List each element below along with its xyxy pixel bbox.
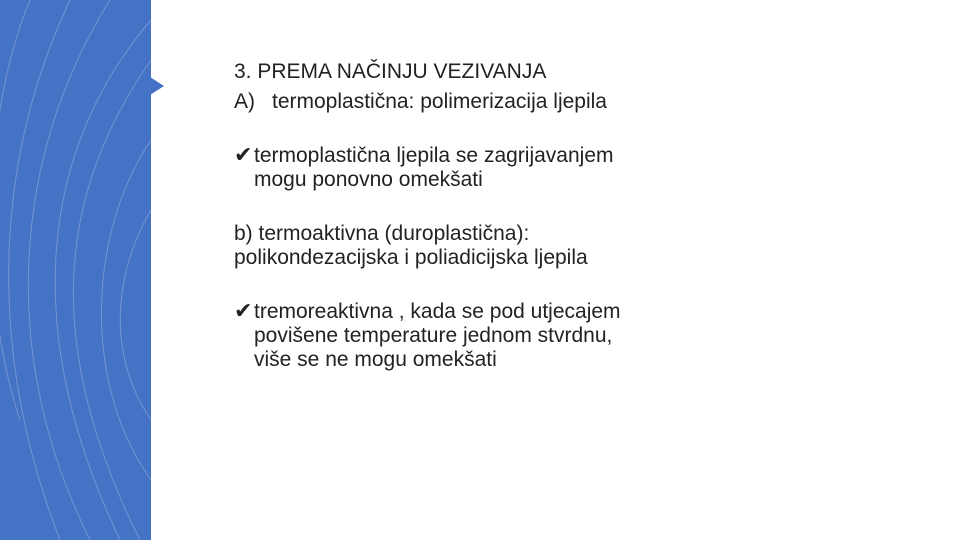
decorative-arcs — [0, 0, 151, 540]
check-item-2-text — [254, 300, 621, 372]
check-item-1-line-2: mogu ponovno omekšati — [254, 168, 483, 191]
slide-content — [234, 60, 934, 372]
check-item-2 — [234, 300, 934, 372]
item-a-marker: A) — [234, 90, 255, 113]
check-item-1-text — [254, 144, 614, 192]
check-mark-icon: ✔ — [234, 143, 253, 168]
item-b-line-1: b) termoaktivna (duroplastična): — [234, 222, 530, 245]
slide-pointer-arrow — [150, 77, 164, 95]
check-item-1-line-1: termoplastična ljepila se zagrijavanjem — [254, 144, 614, 167]
check-item-2-line-1: tremoreaktivna , kada se pod utjecajem — [254, 300, 621, 323]
check-item-2-line-3: više se ne mogu omekšati — [254, 348, 497, 371]
item-b-line-2: polikondezacijska i poliadicijska ljepila — [234, 246, 588, 269]
item-b — [234, 222, 934, 270]
side-decoration-panel — [0, 0, 151, 540]
item-a-text: termoplastična: polimerizacija ljepila — [272, 90, 607, 113]
check-item-1 — [234, 144, 934, 192]
check-mark-icon: ✔ — [234, 299, 253, 324]
slide-heading: 3. PREMA NAČINJU VEZIVANJA — [234, 60, 547, 83]
check-item-2-line-2: povišene temperature jednom stvrdnu, — [254, 324, 613, 347]
item-a — [234, 90, 934, 114]
